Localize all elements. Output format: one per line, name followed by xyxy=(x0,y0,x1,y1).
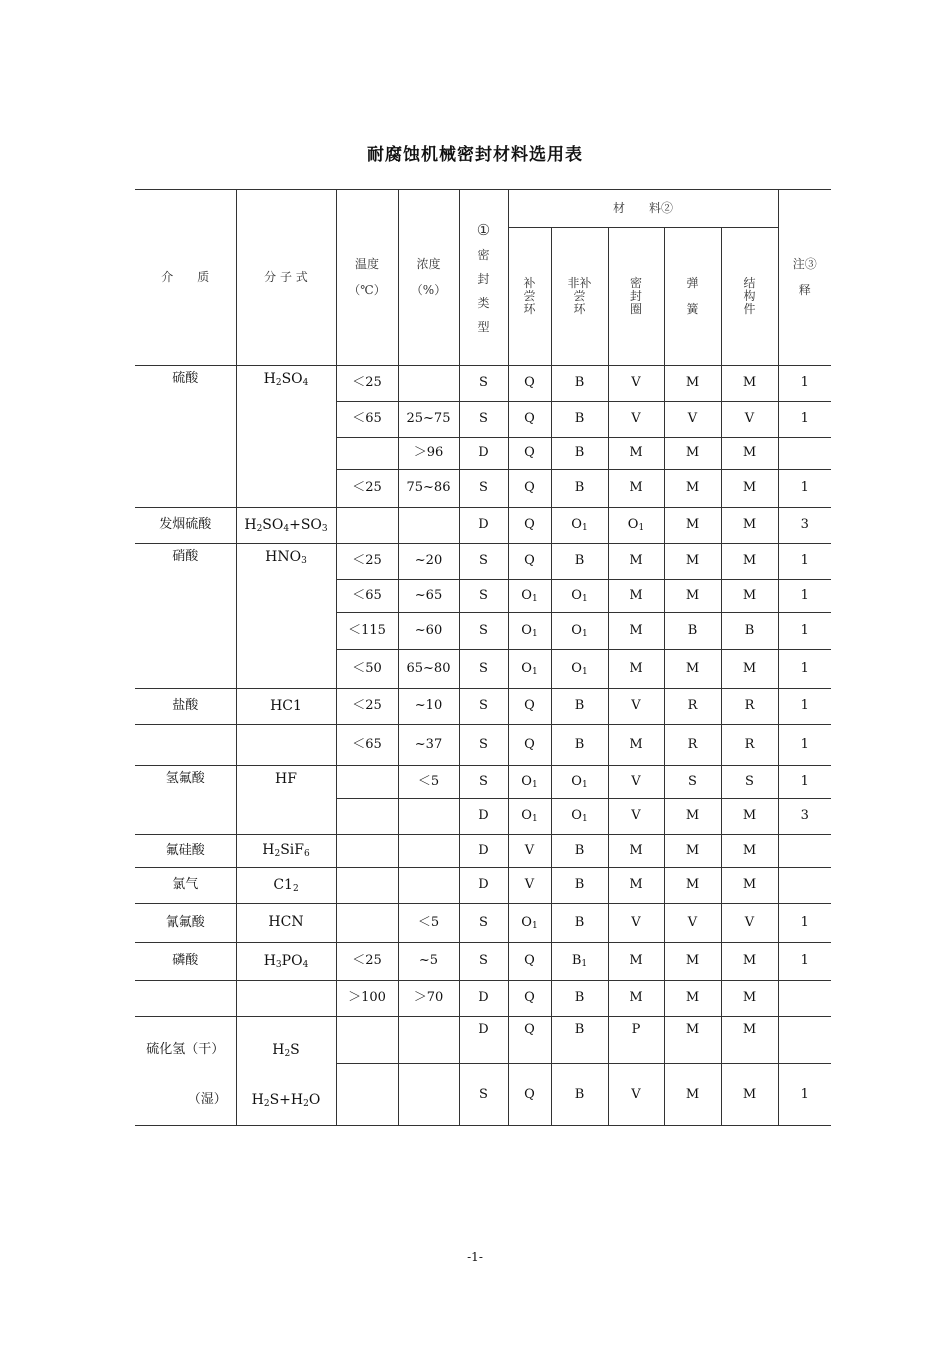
table-row xyxy=(135,366,831,402)
conc-cell xyxy=(398,868,459,904)
struct-cell: M xyxy=(721,981,778,1017)
noncomp-cell: $O_1$ xyxy=(551,613,608,650)
seal-cell: M xyxy=(608,438,664,470)
note-cell: 1 xyxy=(778,544,831,580)
temp-cell xyxy=(336,766,398,799)
type-cell: S xyxy=(459,650,508,689)
type-cell: S xyxy=(459,943,508,981)
medium-cell: 硝酸 xyxy=(135,544,236,689)
noncomp-cell: B xyxy=(551,544,608,580)
type-cell: D xyxy=(459,981,508,1017)
noncomp-cell: B xyxy=(551,438,608,470)
medium-cell: 硫酸 xyxy=(135,366,236,508)
conc-cell xyxy=(398,1064,459,1126)
table-row xyxy=(135,981,831,1017)
table-row xyxy=(135,1017,831,1064)
conc-cell xyxy=(398,1017,459,1064)
formula-cell: $H_2SO_4$ xyxy=(236,366,336,508)
spring-cell: M xyxy=(664,868,721,904)
note-cell: 1 xyxy=(778,943,831,981)
noncomp-cell: $O_1$ xyxy=(551,799,608,835)
medium-cell xyxy=(135,981,236,1017)
spring-cell: M xyxy=(664,508,721,544)
temp-cell: ＜65 xyxy=(336,580,398,613)
spring-cell: M xyxy=(664,799,721,835)
medium-cell: 氯气 xyxy=(135,868,236,904)
conc-cell: 25~75 xyxy=(398,402,459,438)
seal-cell: V xyxy=(608,799,664,835)
struct-cell: M xyxy=(721,1017,778,1064)
struct-cell: R xyxy=(721,725,778,766)
formula-cell: HCN xyxy=(236,904,336,943)
noncomp-cell: B xyxy=(551,1064,608,1126)
temp-cell xyxy=(336,438,398,470)
struct-cell: M xyxy=(721,580,778,613)
struct-cell: B xyxy=(721,613,778,650)
comp-cell: Q xyxy=(508,1064,551,1126)
header-concentration: 浓度 （%） xyxy=(398,190,459,366)
conc-cell xyxy=(398,366,459,402)
note-cell: 1 xyxy=(778,689,831,725)
type-cell: S xyxy=(459,766,508,799)
conc-cell: ~20 xyxy=(398,544,459,580)
type-cell: S xyxy=(459,402,508,438)
note-cell: 1 xyxy=(778,650,831,689)
noncomp-cell: B xyxy=(551,835,608,868)
table-row xyxy=(135,544,831,580)
spring-cell: M xyxy=(664,981,721,1017)
formula-cell: HF xyxy=(236,766,336,835)
conc-cell: ~37 xyxy=(398,725,459,766)
comp-cell: Q xyxy=(508,470,551,508)
spring-cell: V xyxy=(664,402,721,438)
seal-cell: M xyxy=(608,868,664,904)
conc-cell: ~65 xyxy=(398,580,459,613)
formula-cell: $H_2S$ $H_2S+H_2O$ xyxy=(236,1017,336,1126)
seal-cell: M xyxy=(608,835,664,868)
formula-cell xyxy=(236,981,336,1017)
temp-cell xyxy=(336,835,398,868)
temp-cell xyxy=(336,868,398,904)
seal-cell: M xyxy=(608,943,664,981)
temp-cell: ＜50 xyxy=(336,650,398,689)
type-cell: S xyxy=(459,470,508,508)
seal-cell: V xyxy=(608,689,664,725)
note-cell: 1 xyxy=(778,402,831,438)
type-cell: S xyxy=(459,904,508,943)
spring-cell: M xyxy=(664,1017,721,1064)
comp-cell: Q xyxy=(508,508,551,544)
spring-cell: M xyxy=(664,943,721,981)
noncomp-cell: B xyxy=(551,689,608,725)
comp-cell: Q xyxy=(508,1017,551,1064)
note-cell: 1 xyxy=(778,366,831,402)
comp-cell: Q xyxy=(508,366,551,402)
temp-cell xyxy=(336,508,398,544)
header-spring: 弹 簧 xyxy=(664,228,721,366)
comp-cell: V xyxy=(508,835,551,868)
comp-cell: $O_1$ xyxy=(508,613,551,650)
material-selection-table xyxy=(135,189,831,1126)
medium-cell: 氟硅酸 xyxy=(135,835,236,868)
type-cell: S xyxy=(459,1064,508,1126)
temp-cell: ＜65 xyxy=(336,402,398,438)
note-cell: 1 xyxy=(778,580,831,613)
type-cell: S xyxy=(459,689,508,725)
note-cell xyxy=(778,438,831,470)
noncomp-cell: $O_1$ xyxy=(551,766,608,799)
spring-cell: M xyxy=(664,544,721,580)
header-seal-ring: 密 封 圈 xyxy=(608,228,664,366)
header-compensating-ring: 补 尝 环 xyxy=(508,228,551,366)
table-row xyxy=(135,868,831,904)
table-row xyxy=(135,943,831,981)
seal-cell: V xyxy=(608,904,664,943)
seal-cell: M xyxy=(608,981,664,1017)
temp-cell: ＜115 xyxy=(336,613,398,650)
header-material: 材 料② xyxy=(508,190,778,228)
formula-cell: $H_3PO_4$ xyxy=(236,943,336,981)
spring-cell: M xyxy=(664,1064,721,1126)
comp-cell: V xyxy=(508,868,551,904)
type-cell: S xyxy=(459,366,508,402)
note-cell: 1 xyxy=(778,470,831,508)
medium-cell xyxy=(135,725,236,766)
conc-cell: ＜5 xyxy=(398,766,459,799)
note-cell xyxy=(778,1017,831,1064)
medium-cell: 发烟硫酸 xyxy=(135,508,236,544)
header-note: 注③ 释 xyxy=(778,190,831,366)
header-formula: 分 子 式 xyxy=(236,190,336,366)
formula-cell: $H_2SO_4+SO_3$ xyxy=(236,508,336,544)
seal-cell: V xyxy=(608,1064,664,1126)
conc-cell: ＞96 xyxy=(398,438,459,470)
formula-cell: $C1_2$ xyxy=(236,868,336,904)
temp-cell xyxy=(336,799,398,835)
page-title: 耐腐蚀机械密封材料选用表 xyxy=(367,145,583,165)
conc-cell: ~10 xyxy=(398,689,459,725)
seal-cell: M xyxy=(608,725,664,766)
note-cell xyxy=(778,868,831,904)
note-cell xyxy=(778,981,831,1017)
noncomp-cell: $B_1$ xyxy=(551,943,608,981)
struct-cell: M xyxy=(721,943,778,981)
struct-cell: V xyxy=(721,402,778,438)
conc-cell: ＞70 xyxy=(398,981,459,1017)
comp-cell: Q xyxy=(508,943,551,981)
struct-cell: M xyxy=(721,438,778,470)
type-cell: S xyxy=(459,580,508,613)
header-temperature: 温度 （℃） xyxy=(336,190,398,366)
seal-cell: M xyxy=(608,580,664,613)
struct-cell: M xyxy=(721,868,778,904)
spring-cell: M xyxy=(664,438,721,470)
seal-cell: P xyxy=(608,1017,664,1064)
temp-cell: ＞100 xyxy=(336,981,398,1017)
seal-cell: M xyxy=(608,613,664,650)
struct-cell: V xyxy=(721,904,778,943)
conc-cell: ~5 xyxy=(398,943,459,981)
type-cell: D xyxy=(459,799,508,835)
conc-cell xyxy=(398,799,459,835)
conc-cell xyxy=(398,508,459,544)
type-cell: D xyxy=(459,1017,508,1064)
struct-cell: S xyxy=(721,766,778,799)
struct-cell: M xyxy=(721,544,778,580)
type-cell: D xyxy=(459,835,508,868)
comp-cell: Q xyxy=(508,689,551,725)
table-row xyxy=(135,508,831,544)
note-cell: 1 xyxy=(778,613,831,650)
spring-cell: M xyxy=(664,835,721,868)
note-cell xyxy=(778,835,831,868)
comp-cell: $O_1$ xyxy=(508,580,551,613)
note-cell: 3 xyxy=(778,799,831,835)
noncomp-cell: B xyxy=(551,470,608,508)
conc-cell xyxy=(398,835,459,868)
type-cell: D xyxy=(459,508,508,544)
conc-cell: ＜5 xyxy=(398,904,459,943)
table-row xyxy=(135,835,831,868)
conc-cell: 75~86 xyxy=(398,470,459,508)
spring-cell: R xyxy=(664,689,721,725)
comp-cell: Q xyxy=(508,438,551,470)
struct-cell: M xyxy=(721,366,778,402)
page-number: -1- xyxy=(467,1250,483,1264)
type-cell: D xyxy=(459,868,508,904)
temp-cell: ＜25 xyxy=(336,544,398,580)
seal-cell: V xyxy=(608,366,664,402)
note-cell: 1 xyxy=(778,1064,831,1126)
header-noncompensating-ring: 非补 尝 环 xyxy=(551,228,608,366)
seal-cell: M xyxy=(608,470,664,508)
struct-cell: M xyxy=(721,799,778,835)
note-cell: 3 xyxy=(778,508,831,544)
temp-cell xyxy=(336,1064,398,1126)
noncomp-cell: B xyxy=(551,725,608,766)
spring-cell: R xyxy=(664,725,721,766)
spring-cell: B xyxy=(664,613,721,650)
medium-cell: 氰氟酸 xyxy=(135,904,236,943)
noncomp-cell: B xyxy=(551,904,608,943)
noncomp-cell: $O_1$ xyxy=(551,580,608,613)
conc-cell: 65~80 xyxy=(398,650,459,689)
formula-cell: $HNO_3$ xyxy=(236,544,336,689)
spring-cell: M xyxy=(664,366,721,402)
temp-cell: ＜25 xyxy=(336,366,398,402)
temp-cell: ＜25 xyxy=(336,689,398,725)
note-cell: 1 xyxy=(778,725,831,766)
comp-cell: Q xyxy=(508,544,551,580)
note-cell: 1 xyxy=(778,766,831,799)
spring-cell: M xyxy=(664,470,721,508)
type-cell: S xyxy=(459,613,508,650)
noncomp-cell: B xyxy=(551,868,608,904)
temp-cell: ＜65 xyxy=(336,725,398,766)
formula-cell: $H_2SiF_6$ xyxy=(236,835,336,868)
temp-cell xyxy=(336,1017,398,1064)
type-cell: S xyxy=(459,544,508,580)
seal-cell: M xyxy=(608,544,664,580)
comp-cell: $O_1$ xyxy=(508,799,551,835)
noncomp-cell: $O_1$ xyxy=(551,508,608,544)
temp-cell xyxy=(336,904,398,943)
seal-cell: V xyxy=(608,402,664,438)
seal-cell: $O_1$ xyxy=(608,508,664,544)
struct-cell: M xyxy=(721,835,778,868)
formula-cell: HC1 xyxy=(236,689,336,725)
table-row xyxy=(135,766,831,799)
noncomp-cell: $O_1$ xyxy=(551,650,608,689)
temp-cell: ＜25 xyxy=(336,943,398,981)
table-row xyxy=(135,904,831,943)
struct-cell: R xyxy=(721,689,778,725)
type-cell: D xyxy=(459,438,508,470)
spring-cell: V xyxy=(664,904,721,943)
spring-cell: S xyxy=(664,766,721,799)
struct-cell: M xyxy=(721,470,778,508)
note-cell: 1 xyxy=(778,904,831,943)
comp-cell: $O_1$ xyxy=(508,904,551,943)
comp-cell: $O_1$ xyxy=(508,766,551,799)
medium-cell: 氢氟酸 xyxy=(135,766,236,835)
comp-cell: Q xyxy=(508,402,551,438)
comp-cell: $O_1$ xyxy=(508,650,551,689)
noncomp-cell: B xyxy=(551,366,608,402)
table-row xyxy=(135,725,831,766)
spring-cell: M xyxy=(664,580,721,613)
comp-cell: Q xyxy=(508,981,551,1017)
header-seal-type: ① 密 封 类 型 xyxy=(459,190,508,366)
noncomp-cell: B xyxy=(551,1017,608,1064)
spring-cell: M xyxy=(664,650,721,689)
medium-cell: 磷酸 xyxy=(135,943,236,981)
formula-cell xyxy=(236,725,336,766)
noncomp-cell: B xyxy=(551,981,608,1017)
header-medium: 介 质 xyxy=(135,190,236,366)
struct-cell: M xyxy=(721,650,778,689)
struct-cell: M xyxy=(721,508,778,544)
medium-cell: 硫化氢（干） （湿） xyxy=(135,1017,236,1126)
type-cell: S xyxy=(459,725,508,766)
seal-cell: V xyxy=(608,766,664,799)
conc-cell: ~60 xyxy=(398,613,459,650)
seal-cell: M xyxy=(608,650,664,689)
struct-cell: M xyxy=(721,1064,778,1126)
medium-cell: 盐酸 xyxy=(135,689,236,725)
temp-cell: ＜25 xyxy=(336,470,398,508)
comp-cell: Q xyxy=(508,725,551,766)
noncomp-cell: B xyxy=(551,402,608,438)
header-structure: 结 构 件 xyxy=(721,228,778,366)
table-row xyxy=(135,689,831,725)
